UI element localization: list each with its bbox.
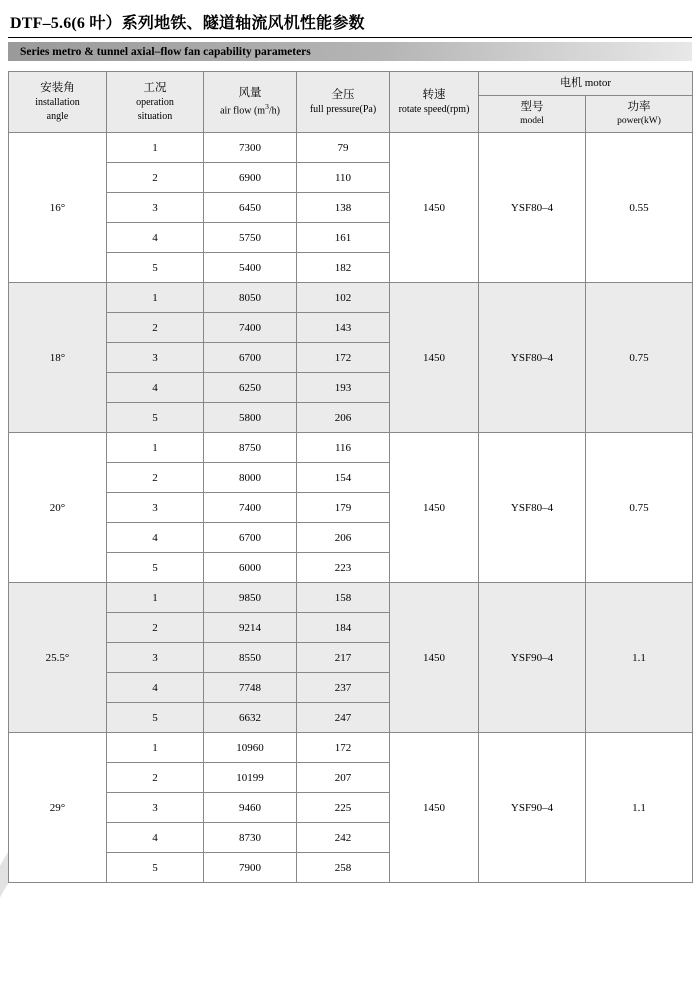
cell-operation-situation: 2	[107, 313, 204, 343]
cell-air-flow: 7400	[204, 313, 297, 343]
cell-motor-model: YSF80–4	[479, 283, 586, 433]
header-install-angle: 安装角 installation angle	[9, 72, 107, 133]
cell-motor-power: 1.1	[586, 733, 693, 883]
cell-rotate-speed: 1450	[390, 433, 479, 583]
cell-operation-situation: 2	[107, 763, 204, 793]
cell-air-flow: 8000	[204, 463, 297, 493]
cell-operation-situation: 4	[107, 373, 204, 403]
cell-air-flow: 10960	[204, 733, 297, 763]
header-motor-power: 功率 power(kW)	[586, 95, 693, 132]
table-header	[9, 72, 693, 133]
cell-air-flow: 6250	[204, 373, 297, 403]
cell-air-flow: 5750	[204, 223, 297, 253]
cell-air-flow: 7900	[204, 853, 297, 883]
cell-motor-model: YSF90–4	[479, 733, 586, 883]
cell-full-pressure: 217	[297, 643, 390, 673]
cell-air-flow: 8050	[204, 283, 297, 313]
cell-full-pressure: 179	[297, 493, 390, 523]
cell-install-angle: 25.5°	[9, 583, 107, 733]
cell-air-flow: 6000	[204, 553, 297, 583]
subtitle-text: Series metro & tunnel axial–flow fan capability parameters	[20, 45, 311, 58]
header-full-pressure: 全压 full pressure(Pa)	[297, 72, 390, 133]
cell-motor-power: 0.75	[586, 433, 693, 583]
cell-full-pressure: 138	[297, 193, 390, 223]
header-air-flow: 风量 air flow $(m^3/h)$	[204, 72, 297, 133]
cell-air-flow: 5800	[204, 403, 297, 433]
cell-air-flow: 7400	[204, 493, 297, 523]
cell-install-angle: 20°	[9, 433, 107, 583]
cell-full-pressure: 154	[297, 463, 390, 493]
page-title: DTF–5.6(6 叶）系列地铁、隧道轴流风机性能参数	[10, 15, 365, 32]
cell-full-pressure: 172	[297, 343, 390, 373]
table-row	[9, 433, 693, 463]
cell-operation-situation: 1	[107, 133, 204, 163]
cell-operation-situation: 2	[107, 163, 204, 193]
cell-full-pressure: 79	[297, 133, 390, 163]
header-motor-model: 型号 model	[479, 95, 586, 132]
cell-operation-situation: 3	[107, 493, 204, 523]
cell-motor-model: YSF90–4	[479, 583, 586, 733]
header-air-flow-en: air flow $(m^3/h)$	[220, 101, 280, 117]
cell-full-pressure: 206	[297, 403, 390, 433]
header-motor: 电机 motor	[479, 72, 693, 96]
cell-air-flow: 6450	[204, 193, 297, 223]
subtitle-bar	[8, 42, 692, 61]
cell-air-flow: 6700	[204, 343, 297, 373]
cell-operation-situation: 5	[107, 853, 204, 883]
cell-operation-situation: 3	[107, 193, 204, 223]
header-row-1	[9, 72, 693, 96]
cell-full-pressure: 172	[297, 733, 390, 763]
cell-operation-situation: 4	[107, 523, 204, 553]
cell-operation-situation: 1	[107, 283, 204, 313]
cell-operation-situation: 1	[107, 733, 204, 763]
cell-air-flow: 5400	[204, 253, 297, 283]
cell-motor-power: 0.75	[586, 283, 693, 433]
table-row	[9, 283, 693, 313]
cell-full-pressure: 116	[297, 433, 390, 463]
cell-full-pressure: 206	[297, 523, 390, 553]
cell-full-pressure: 158	[297, 583, 390, 613]
cell-full-pressure: 242	[297, 823, 390, 853]
cell-rotate-speed: 1450	[390, 133, 479, 283]
cell-full-pressure: 102	[297, 283, 390, 313]
cell-full-pressure: 247	[297, 703, 390, 733]
cell-motor-model: YSF80–4	[479, 433, 586, 583]
cell-operation-situation: 4	[107, 823, 204, 853]
cell-operation-situation: 1	[107, 433, 204, 463]
table-body	[9, 133, 693, 883]
cell-air-flow: 10199	[204, 763, 297, 793]
title-divider	[8, 37, 692, 38]
table-row	[9, 583, 693, 613]
cell-air-flow: 6700	[204, 523, 297, 553]
cell-full-pressure: 237	[297, 673, 390, 703]
cell-full-pressure: 207	[297, 763, 390, 793]
cell-operation-situation: 4	[107, 223, 204, 253]
cell-operation-situation: 1	[107, 583, 204, 613]
cell-operation-situation: 2	[107, 613, 204, 643]
cell-rotate-speed: 1450	[390, 733, 479, 883]
header-rotate-speed: 转速 rotate speed(rpm)	[390, 72, 479, 133]
cell-full-pressure: 193	[297, 373, 390, 403]
cell-rotate-speed: 1450	[390, 583, 479, 733]
cell-operation-situation: 3	[107, 343, 204, 373]
cell-install-angle: 29°	[9, 733, 107, 883]
cell-air-flow: 9214	[204, 613, 297, 643]
cell-air-flow: 7748	[204, 673, 297, 703]
cell-air-flow: 8550	[204, 643, 297, 673]
cell-air-flow: 6632	[204, 703, 297, 733]
cell-air-flow: 9460	[204, 793, 297, 823]
header-operation-situation: 工况 operation situation	[107, 72, 204, 133]
cell-full-pressure: 110	[297, 163, 390, 193]
cell-operation-situation: 3	[107, 643, 204, 673]
cell-air-flow: 9850	[204, 583, 297, 613]
cell-operation-situation: 5	[107, 403, 204, 433]
cell-air-flow: 6900	[204, 163, 297, 193]
cell-full-pressure: 161	[297, 223, 390, 253]
cell-air-flow: 8730	[204, 823, 297, 853]
cell-air-flow: 7300	[204, 133, 297, 163]
cell-operation-situation: 5	[107, 553, 204, 583]
cell-operation-situation: 5	[107, 703, 204, 733]
cell-install-angle: 18°	[9, 283, 107, 433]
cell-operation-situation: 4	[107, 673, 204, 703]
cell-rotate-speed: 1450	[390, 283, 479, 433]
cell-full-pressure: 184	[297, 613, 390, 643]
cell-full-pressure: 143	[297, 313, 390, 343]
cell-full-pressure: 182	[297, 253, 390, 283]
fan-parameters-table	[8, 71, 693, 883]
cell-full-pressure: 223	[297, 553, 390, 583]
cell-operation-situation: 2	[107, 463, 204, 493]
cell-operation-situation: 3	[107, 793, 204, 823]
cell-motor-power: 0.55	[586, 133, 693, 283]
cell-install-angle: 16°	[9, 133, 107, 283]
table-row	[9, 133, 693, 163]
cell-full-pressure: 258	[297, 853, 390, 883]
cell-motor-model: YSF80–4	[479, 133, 586, 283]
cell-air-flow: 8750	[204, 433, 297, 463]
table-row	[9, 733, 693, 763]
cell-operation-situation: 5	[107, 253, 204, 283]
cell-motor-power: 1.1	[586, 583, 693, 733]
cell-full-pressure: 225	[297, 793, 390, 823]
